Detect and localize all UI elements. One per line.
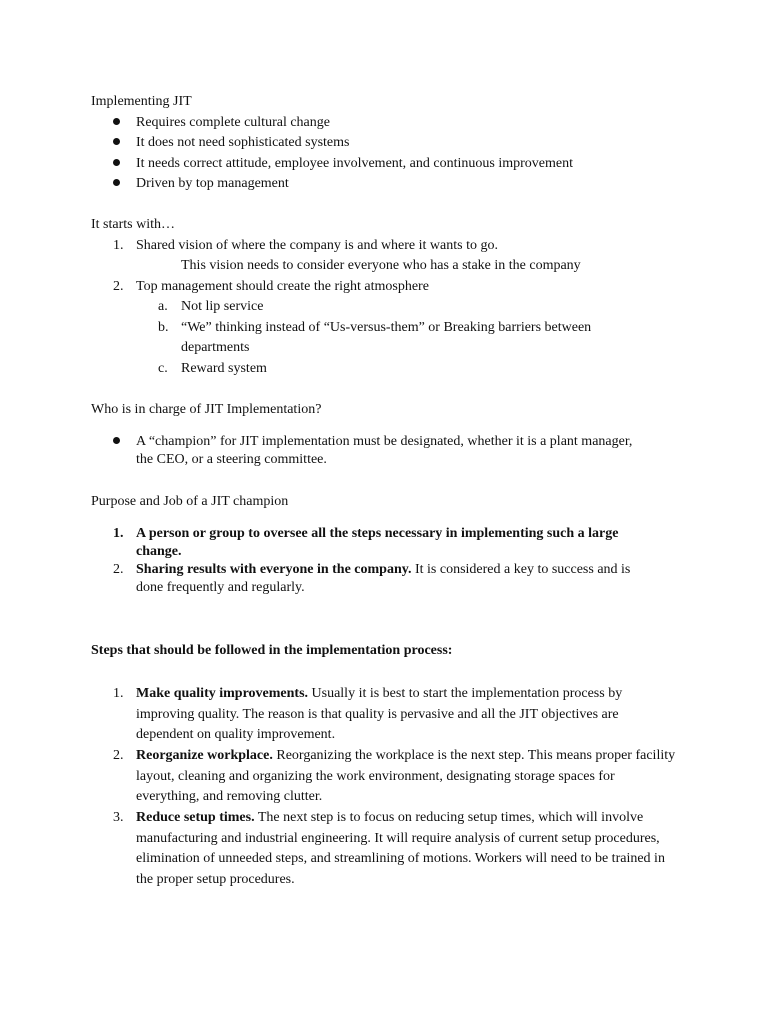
list-text <box>136 560 630 580</box>
step-text: The next step is to focus on reducing setup times, which will involve manufacturing and industrial engineering. It will require analysis of current setup procedures, elimination of unneeded steps, and streamlining of motions. Workers will need to be trained in the proper setup procedures. <box>136 810 665 887</box>
step-paragraph <box>136 808 676 890</box>
bullet-icon <box>113 174 120 194</box>
list-text: Top management should create the right atmosphere <box>136 279 429 294</box>
section-heading-who-is-in-charge: Who is in charge of JIT Implementation? <box>91 402 322 417</box>
bullet-icon <box>113 154 120 174</box>
sub-list-letter: b. <box>158 320 169 335</box>
step-text: Reorganizing the workplace is the next step. This means proper facility layout, cleaning and organizing the work environment, designating storage spaces for everything, and removing clutter. <box>136 748 676 804</box>
list-number: 1. <box>113 238 124 253</box>
step-title: Make quality improvements. <box>136 686 309 701</box>
bullet-text: It does not need sophisticated systems <box>136 135 350 150</box>
step-paragraph <box>136 746 676 808</box>
step-title: Reduce setup times. <box>136 810 255 825</box>
bullet-icon <box>113 113 120 133</box>
section-heading-implementing-jit: Implementing JIT <box>91 94 192 109</box>
bullet-text: the CEO, or a steering committee. <box>136 452 327 467</box>
list-number: 2. <box>113 279 124 294</box>
bullet-text: Driven by top management <box>136 176 289 191</box>
list-text-rest: It is considered a key to success and is <box>411 562 631 577</box>
sub-list-text: Reward system <box>181 361 267 376</box>
step-paragraph <box>136 684 676 746</box>
sub-list-letter: a. <box>158 299 168 314</box>
list-note-text: This vision needs to consider everyone who has a stake in the company <box>181 258 581 273</box>
bullet-icon <box>113 133 120 153</box>
bullet-icon <box>113 432 120 452</box>
step-number: 3. <box>113 810 124 825</box>
sub-list-text: departments <box>181 340 250 355</box>
sub-list-text: Not lip service <box>181 299 264 314</box>
bullet-text: A “champion” for JIT implementation must be designated, whether it is a plant manager, <box>136 434 633 449</box>
section-heading-steps: Steps that should be followed in the implementation process: <box>91 643 453 658</box>
list-text: change. <box>136 544 182 559</box>
list-number: 2. <box>113 562 124 577</box>
bullet-text: It needs correct attitude, employee involvement, and continuous improvement <box>136 156 573 171</box>
sub-list-letter: c. <box>158 361 168 376</box>
step-title: Reorganize workplace. <box>136 748 273 763</box>
step-number: 2. <box>113 748 124 763</box>
step-text: Usually it is best to start the implementation process by improving quality. The reason is that quality is pervasive and all the JIT objectives are dependent on quality improvement. <box>136 686 623 742</box>
section-heading-it-starts-with: It starts with… <box>91 217 175 232</box>
bullet-text: Requires complete cultural change <box>136 115 330 130</box>
step-number: 1. <box>113 686 124 701</box>
section-heading-jit-champion: Purpose and Job of a JIT champion <box>91 494 289 509</box>
list-text: done frequently and regularly. <box>136 580 305 595</box>
list-text-bold: Sharing results with everyone in the company. <box>136 562 412 577</box>
list-text: Shared vision of where the company is and where it wants to go. <box>136 238 498 253</box>
list-number: 1. <box>113 526 124 541</box>
sub-list-text: “We” thinking instead of “Us-versus-them” or Breaking barriers between <box>181 320 592 335</box>
list-text: A person or group to oversee all the steps necessary in implementing such a large <box>136 526 619 541</box>
